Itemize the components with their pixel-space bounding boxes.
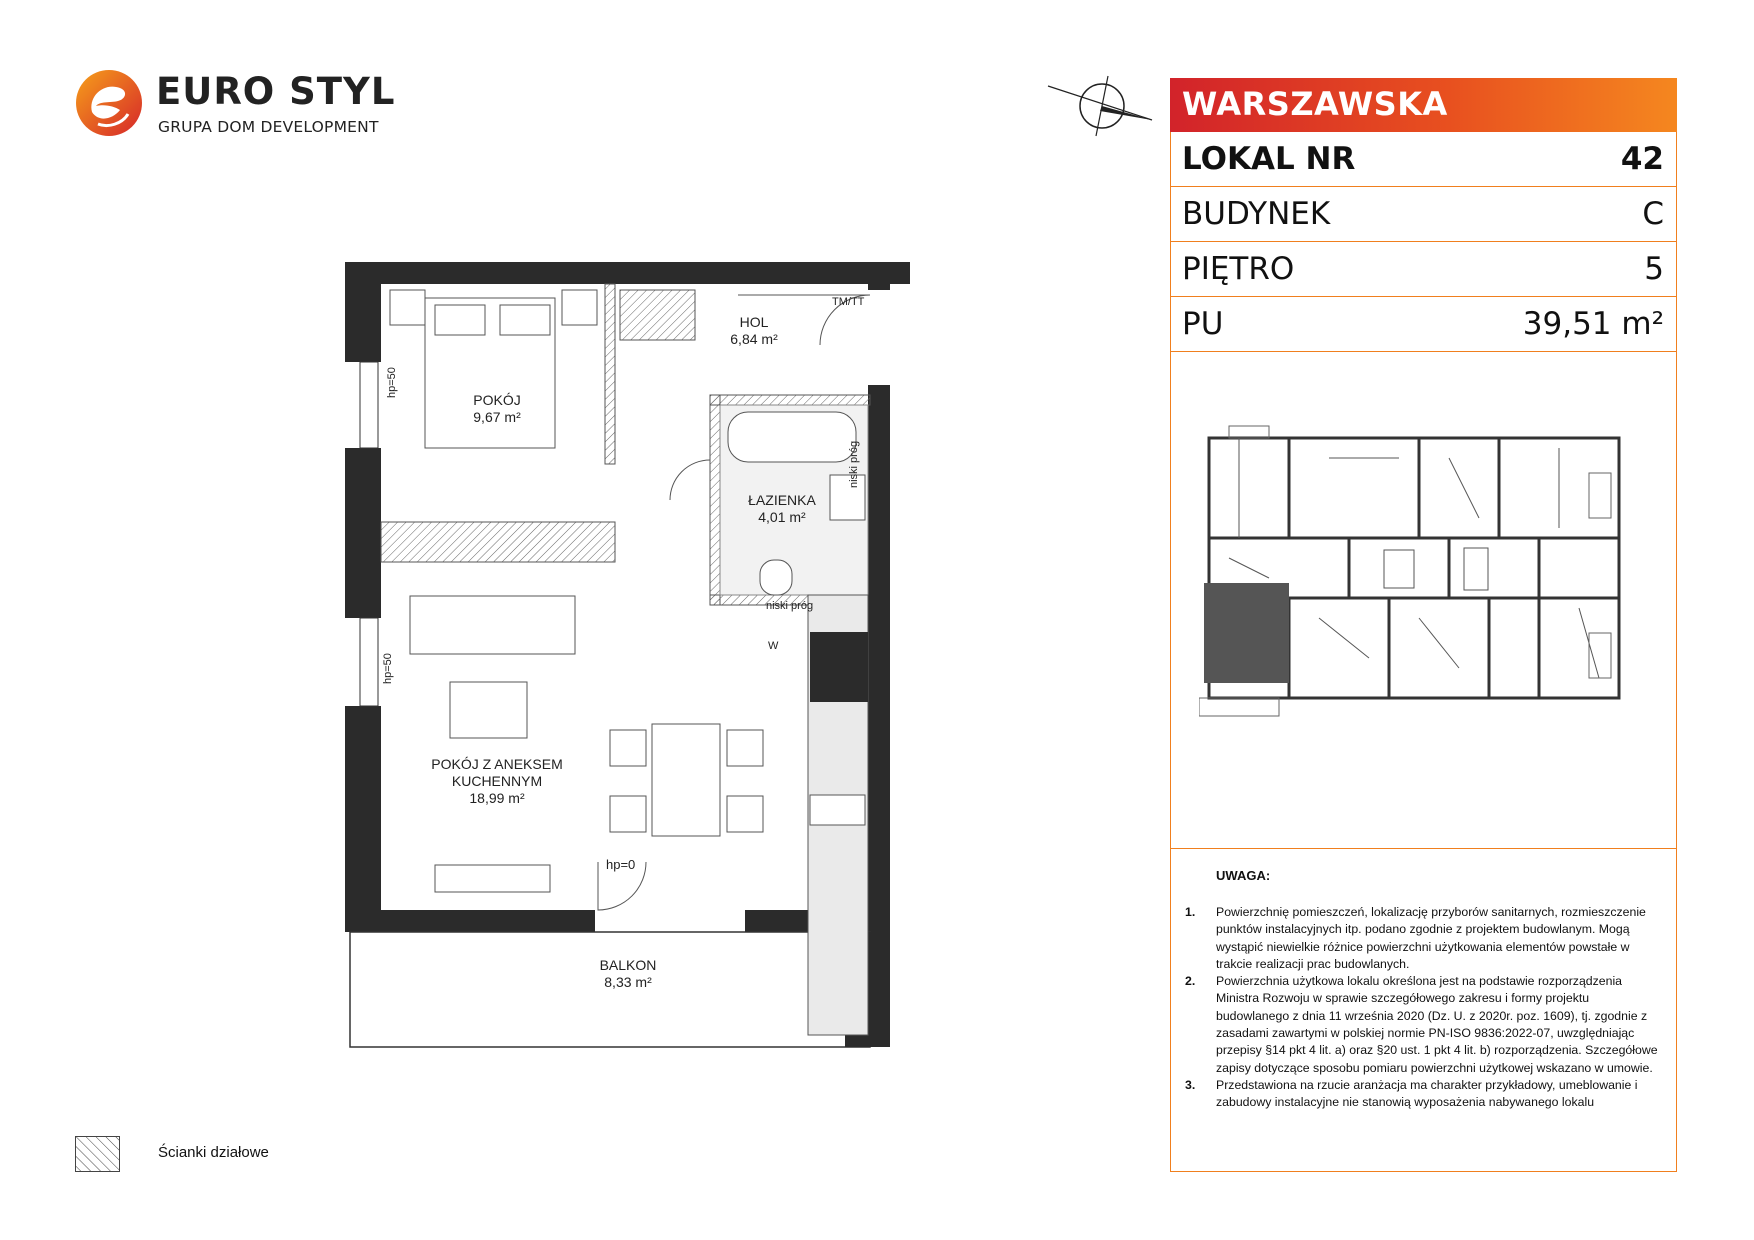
- room-salon-area: 18,99 m²: [469, 790, 525, 806]
- row-budynek-label: BUDYNEK: [1182, 196, 1331, 232]
- notes-list: [1185, 904, 1665, 1112]
- notes-title: UWAGA:: [1216, 868, 1271, 883]
- note-num: 2.: [1185, 974, 1196, 989]
- row-lokal-nr-value: 42: [1620, 141, 1664, 177]
- legend-hatch-icon: [75, 1136, 120, 1172]
- row-pu: [1171, 297, 1676, 352]
- room-salon-name-1: POKÓJ Z ANEKSEM: [431, 756, 563, 772]
- note-text: Przedstawiona na rzucie aranżacja ma charakter przykładowy, umeblowanie i zabudowy instalacyjne nie stanowią wyposażenia nabywanego lokalu: [1216, 1077, 1638, 1110]
- note-item: [1185, 973, 1665, 1077]
- note-num: 3.: [1185, 1077, 1196, 1092]
- row-lokal-nr-label: LOKAL NR: [1182, 141, 1356, 177]
- legend-label: Ścianki działowe: [158, 1144, 269, 1161]
- brand-name: EURO STYL: [156, 70, 396, 113]
- key-plan: [1199, 418, 1655, 738]
- row-pietro-value: 5: [1644, 251, 1664, 287]
- room-salon: [431, 756, 562, 807]
- panel-header-title: WARSZAWSKA: [1182, 85, 1448, 123]
- note-item: [1185, 904, 1665, 973]
- row-pu-value: 39,51 m²: [1522, 306, 1664, 342]
- note-item: [1185, 1077, 1665, 1112]
- brand-logo: [74, 68, 394, 148]
- label-hp0: hp=0: [606, 857, 636, 872]
- compass-icon: [1040, 66, 1160, 146]
- label-niski-prog-2: niski próg: [848, 440, 860, 488]
- room-hol-name: HOL: [739, 314, 769, 330]
- room-pokoj-name: POKÓJ: [473, 392, 521, 408]
- row-pietro: [1171, 242, 1676, 297]
- room-hol-area: 6,84 m²: [730, 331, 778, 347]
- room-hol: [730, 314, 777, 348]
- label-tmtt: TM/TT: [832, 296, 865, 308]
- room-lazienka: [748, 492, 816, 526]
- row-pu-label: PU: [1182, 306, 1224, 342]
- room-lazienka-area: 4,01 m²: [758, 509, 806, 525]
- brand-subtitle: GRUPA DOM DEVELOPMENT: [158, 118, 379, 136]
- note-num: 1.: [1185, 905, 1196, 919]
- euro-styl-logo-icon: [74, 68, 144, 138]
- label-hp50-a: hp=50: [386, 367, 398, 398]
- row-lokal-nr: [1171, 132, 1676, 187]
- note-text: Powierzchnię pomieszczeń, lokalizację przyborów sanitarnych, rozmieszczenie punktów instalacyjnych itp. podano zgodnie z projektem budowlanym. Mogą wystąpić niewielkie różnice powierzchni użytkowania elementów powstałe w trakcie realizacji prac budowlanych.: [1216, 905, 1646, 971]
- info-panel: [1170, 78, 1677, 1172]
- room-balkon-name: BALKON: [599, 957, 657, 973]
- row-pietro-label: PIĘTRO: [1182, 251, 1295, 287]
- row-budynek: [1171, 187, 1676, 242]
- label-w: W: [768, 640, 779, 652]
- room-pokoj: [473, 392, 520, 426]
- room-salon-name-2: KUCHENNYM: [451, 773, 543, 789]
- notes-separator: [1171, 848, 1676, 849]
- row-budynek-value: C: [1642, 196, 1664, 232]
- panel-header: [1170, 78, 1677, 132]
- room-balkon-area: 8,33 m²: [604, 974, 652, 990]
- floor-plan: [330, 250, 910, 1050]
- note-text: Powierzchnia użytkowa lokalu określona jest na podstawie rozporządzenia Ministra Rozwoju w sprawie szczegółowego zakresu i formy projektu budowlanego z dnia 11 września 2020 (Dz. U. z 2020r. poz. 1609), tj. zgodnie z zasadami zawartymi w polskiej normie PN-ISO 9836:2022-07, uwzględniając przepisy §14 pkt 4 lit. a) oraz §20 ust. 1 pkt 4 lit. b) rozporządzenia. Szczegółowe zapisy dotyczące sposobu pomiaru powierzchni użytkowej wskazano w umowie.: [1216, 974, 1658, 1075]
- label-niski-prog-1: niski próg: [766, 600, 814, 612]
- label-hp50-b: hp=50: [382, 653, 394, 684]
- room-balkon: [600, 957, 657, 991]
- room-pokoj-area: 9,67 m²: [473, 409, 521, 425]
- room-lazienka-name: ŁAZIENKA: [748, 492, 816, 508]
